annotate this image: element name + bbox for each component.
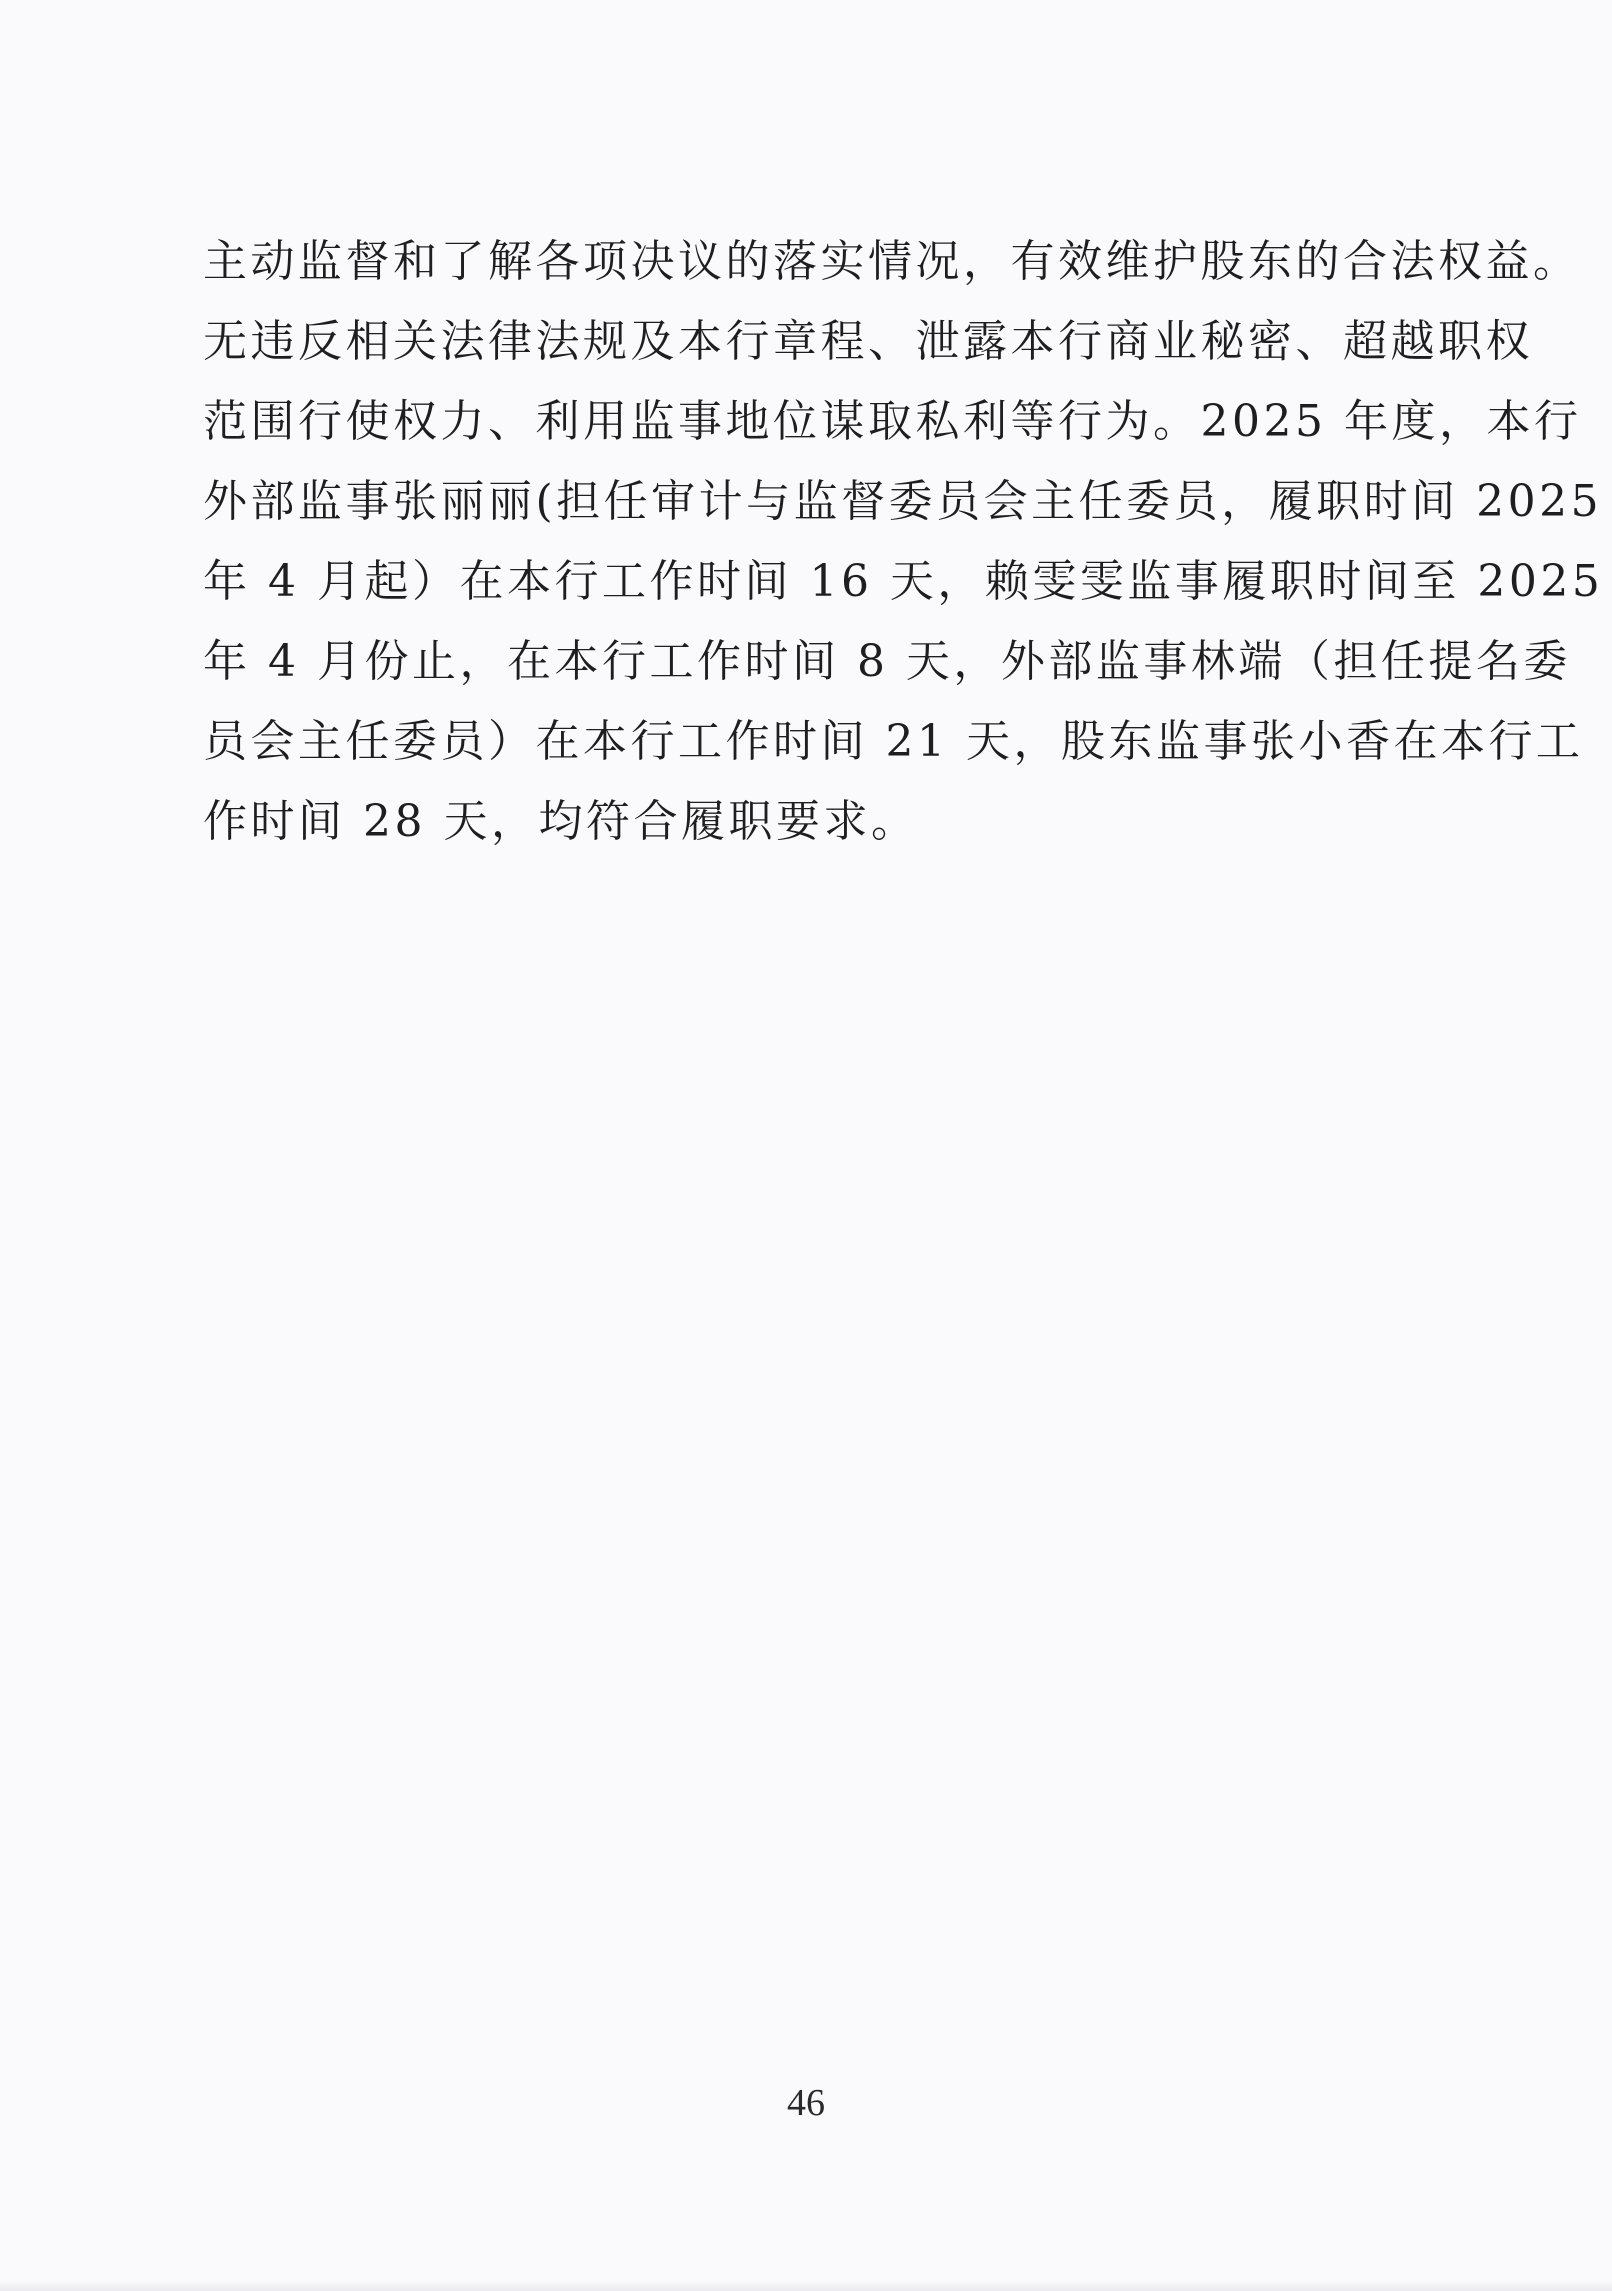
paragraph-line: 作时间 28 天，均符合履职要求。 — [203, 796, 919, 847]
paragraph-line: 年 4 月份止，在本行工作时间 8 天，外部监事林端（担任提名委 — [203, 636, 1571, 687]
paragraph-line: 外部监事张丽丽(担任审计与监督委员会主任委员，履职时间 2025 — [203, 476, 1603, 527]
paragraph-line: 范围行使权力、利用监事地位谋取私利等行为。2025 年度，本行 — [203, 396, 1582, 447]
scan-bottom-edge — [0, 2281, 1612, 2291]
paragraph-line: 年 4 月起）在本行工作时间 16 天，赖雯雯监事履职时间至 2025 — [203, 556, 1604, 607]
paragraph-line: 主动监督和了解各项决议的落实情况，有效维护股东的合法权益。 — [203, 236, 1581, 287]
body-paragraph — [203, 222, 1604, 862]
paragraph-line: 无违反相关法律法规及本行章程、泄露本行商业秘密、超越职权 — [203, 316, 1533, 367]
paragraph-line: 员会主任委员）在本行工作时间 21 天，股东监事张小香在本行工 — [203, 716, 1584, 767]
page-number: 46 — [787, 2082, 825, 2124]
